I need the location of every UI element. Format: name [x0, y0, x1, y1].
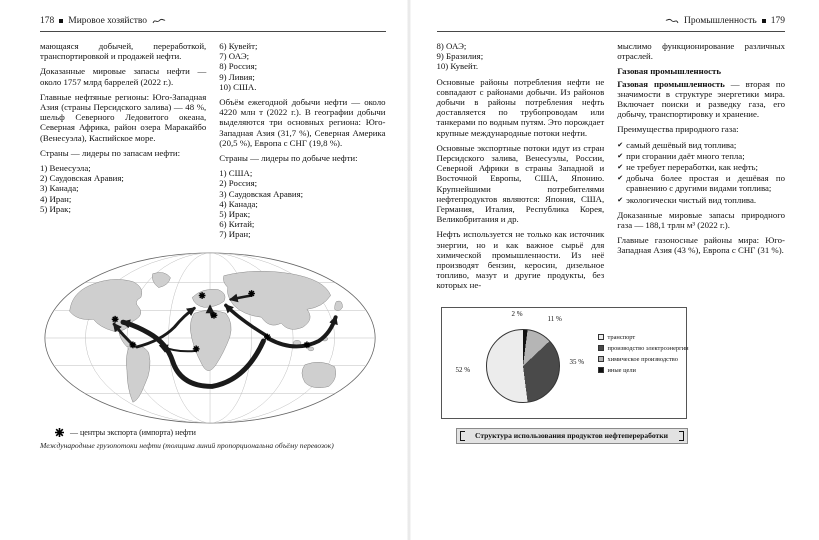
legend-label: производство электроэнергии [607, 344, 689, 352]
gas-lead-phrase: Газовая промышленность [617, 78, 725, 89]
check-icon: ✔ [617, 151, 624, 160]
para-producer-leaders-intro: Страны — лидеры по добыче нефти: [219, 153, 358, 164]
legend-item [598, 367, 684, 374]
list-item: 6) Китай; [219, 219, 255, 230]
check-icon: ✔ [617, 163, 624, 172]
legend-swatch [598, 356, 604, 362]
list-item: 7) ОАЭ; [219, 51, 250, 62]
page-number: 178 [40, 16, 55, 26]
legend-label: транспорт [607, 333, 636, 341]
pie-chart-box [441, 307, 687, 419]
para-gas-reserves: Доказанные мировые запасы природного газа — 188,1 трлн м³ (2022 г.). [617, 209, 785, 231]
para-usage-tail: мыслимо функционирование различных отраслей. [617, 41, 785, 62]
map-legend-text: — центры экспорта (импорта) нефти [70, 427, 196, 437]
gas-industry-heading: Газовая промышленность [617, 66, 721, 77]
map-legend [54, 427, 386, 438]
oil-products-usage-figure [441, 307, 786, 444]
square-marker-icon [59, 19, 63, 23]
column-2 [219, 41, 385, 245]
right-page-columns [437, 41, 786, 296]
oil-flows-map-figure [40, 250, 386, 450]
para-oil-regions: Главные нефтяные регионы: Юго-Западная Азия (страны Персидского залива) — 48 %, шельф Северного Ледовитого океана, Северная Африка, район озера Маракайбо (Венесуэла), Каспийское море. [40, 91, 207, 143]
page-number: 179 [770, 16, 785, 26]
para-gas-regions: Главные газоносные районы мира: Юго-Западная Азия (43 %), Европа с СНГ (31 %). [617, 235, 785, 256]
legend-label: химическое производство [607, 355, 678, 363]
star-icon [54, 427, 65, 438]
pie-value-label: 35 % [569, 357, 585, 366]
map-caption: Международные грузопотоки нефти (толщина линий пропорциональна объёму перевозок) [40, 440, 334, 450]
advantage-item [617, 140, 785, 150]
list-item: 5) Ирак; [40, 203, 71, 214]
figure-caption-text: Структура использования продуктов нефтепереработки [474, 431, 669, 441]
para-oil-industry-tail: мающаяся добычей, переработкой, транспортировкой и продажей нефти. [40, 41, 207, 62]
advantage-text: самый дешёвый вид топлива; [626, 139, 737, 150]
gas-lead-rest: — вторая по значимости в структуре энергетики мира. Включает поиски и разведку газа, его добычу, транспортировку и хранение. [617, 78, 785, 120]
list-item: 6) Кувейт; [219, 41, 258, 51]
advantage-item [617, 162, 785, 172]
list-item: 7) Иран; [219, 229, 251, 240]
left-page-columns [40, 41, 386, 245]
bracket-right-icon [679, 431, 684, 441]
advantage-item [617, 151, 785, 161]
advantage-text: не требует переработки, как нефть; [626, 162, 759, 173]
legend-item [598, 344, 689, 352]
pie-legend [598, 333, 689, 378]
legend-swatch [598, 367, 604, 373]
para-export-flows: Основные экспортные потоки идут из стран Персидского залива, Венесуэлы, России, Северной Африки в страны Западной и Восточной Европы, США, Японию. Крупнейшими потребителями нефтепродуктов являются: Япония, США, Германия, Италия, Республика Корея, Великобритания и др. [436, 142, 605, 225]
producer-leaders-list [219, 168, 385, 239]
column-3 [437, 41, 605, 296]
list-item: 4) Иран; [40, 193, 72, 204]
list-item: 9) Бразилия; [436, 51, 484, 62]
list-item: 3) Саудовская Аравия; [219, 188, 304, 199]
legend-item [598, 334, 684, 341]
pie-value-label: 11 % [547, 314, 562, 323]
advantage-text: экологически чистый вид топлива. [626, 194, 757, 205]
ornament-icon [665, 17, 679, 26]
list-item: 2) Саудовская Аравия; [40, 173, 124, 184]
running-title: Промышленность [684, 16, 757, 26]
legend-item [598, 356, 684, 363]
para-oil-output: Объём ежегодной добычи нефти — около 4220 млн т (2022 г.). В географии добычи выделяются три основных региона: Юго-Западная Азия (31,7 %), Северная Америка (20,5 %), Европа с СНГ (19,8 %). [219, 97, 386, 148]
list-item: 8) ОАЭ; [436, 41, 467, 51]
para-oil-reserves: Доказанные мировые запасы нефти — около 1757 млрд баррелей (2022 г.). [40, 66, 207, 87]
advantage-text: при сгорании даёт много тепла; [626, 150, 745, 161]
list-item: 3) Канада; [40, 183, 79, 194]
pie-value-label: 2 % [511, 309, 523, 318]
list-item: 10) США. [219, 81, 257, 92]
page-179 [410, 0, 819, 540]
column-4 [617, 41, 785, 296]
list-item: 1) США; [219, 168, 253, 179]
advantage-item [617, 195, 785, 205]
advantage-item [617, 173, 785, 193]
list-item: 9) Ливия; [219, 71, 255, 82]
figure-caption-bar [456, 428, 688, 444]
reserve-leaders-list [40, 163, 206, 214]
legend-swatch [598, 334, 604, 340]
list-item: 1) Венесуэла; [40, 163, 91, 174]
check-icon: ✔ [617, 140, 624, 149]
page-header-left [40, 16, 386, 32]
column-1 [40, 41, 206, 245]
check-icon: ✔ [617, 195, 624, 204]
para-consumption: Основные районы потребления нефти не совпадают с районами добычи. Из районов добычи в районы потребления нефть доставляется по трубопроводам или танкерами по водным путям. Это порождает крупные международные потоки нефти. [436, 76, 605, 138]
page-header-right [437, 16, 786, 32]
list-item: 5) Ирак; [219, 209, 251, 220]
reserve-leaders-list-cont [219, 41, 385, 92]
running-title: Мировое хозяйство [68, 16, 148, 26]
pie-value-label: 52 % [455, 365, 471, 374]
para-gas-industry [617, 79, 785, 120]
ornament-icon [152, 17, 166, 26]
list-item: 10) Кувейт. [436, 61, 479, 72]
list-item: 2) Россия; [219, 178, 258, 189]
check-icon: ✔ [617, 174, 624, 183]
advantage-text: добыча более простая и дешёвая по сравнению с другими видами топлива; [626, 173, 785, 194]
legend-swatch [598, 345, 604, 351]
pie-chart [486, 329, 560, 403]
gas-advantages-list [617, 140, 785, 205]
para-reserve-leaders-intro: Страны — лидеры по запасам нефти: [40, 147, 181, 158]
list-item: 8) Россия; [219, 61, 258, 72]
para-advantages-intro: Преимущества природного газа: [617, 124, 739, 135]
square-marker-icon [762, 19, 766, 23]
legend-label: иные цели [607, 366, 636, 374]
para-oil-usage: Нефть используется не только как источник энергии, но и как важное сырьё для химической промышленности. Из неё производят бензин, керосин, дизельное топливо, мазут и другие продукты, без которых не- [436, 229, 605, 291]
bracket-left-icon [460, 431, 465, 441]
list-item: 4) Канада; [219, 198, 258, 209]
world-map-image [40, 250, 385, 426]
producer-leaders-list-cont [437, 41, 605, 72]
